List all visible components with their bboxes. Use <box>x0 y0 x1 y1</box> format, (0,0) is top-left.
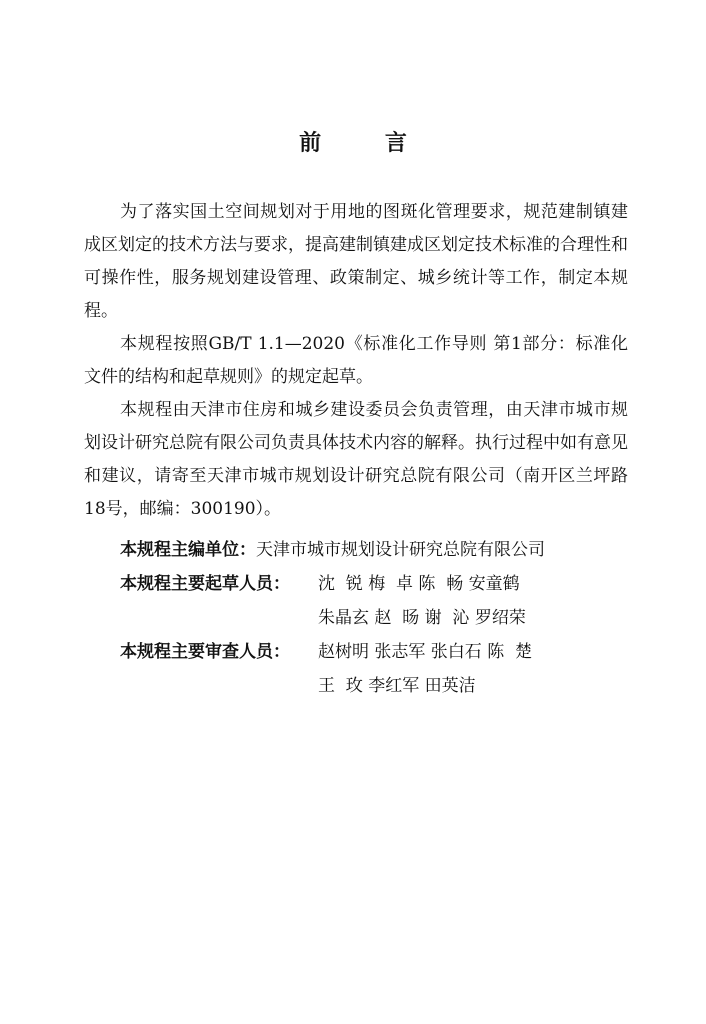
reviewers-names <box>318 635 532 703</box>
drafters-label: 本规程主要起草人员： <box>120 574 290 594</box>
drafters-names <box>318 567 526 635</box>
reviewers-label: 本规程主要审查人员： <box>120 642 290 662</box>
page-title: 前 言 <box>299 131 435 156</box>
foreword-body <box>84 196 628 526</box>
editor-label: 本规程主编单位： <box>120 540 256 560</box>
reviewers-line-1: 赵树明 张志军 张白石 陈 楚 <box>318 642 533 662</box>
editor-value: 天津市城市规划设计研究总院有限公司 <box>256 540 545 560</box>
drafters-row <box>120 567 545 635</box>
paragraph-purpose: 为了落实国土空间规划对于用地的图斑化管理要求，规范建制镇建成区划定的技术方法与要求，提高建制镇建成区划定技术标准的合理性和可操作性，服务规划建设管理、政策制定、城乡统计等工作，制定本规程。 <box>84 202 628 321</box>
drafters-line-1: 沈 锐 梅 卓 陈 畅 安童鹤 <box>318 574 520 594</box>
credits-block <box>120 533 545 703</box>
reviewers-line-2: 王 玫 李红军 田英洁 <box>318 676 476 696</box>
paragraph-management: 本规程由天津市住房和城乡建设委员会负责管理，由天津市城市规划设计研究总院有限公司负责具体技术内容的解释。执行过程中如有意见和建议，请寄至天津市城市规划设计研究总院有限公司（南开区兰坪路18号，邮编：300190）。 <box>84 400 628 519</box>
reviewers-row <box>120 635 545 703</box>
editor-row <box>120 533 545 567</box>
paragraph-drafting-rule: 本规程按照GB/T 1.1—2020《标准化工作导则 第1部分：标准化文件的结构和起草规则》的规定起草。 <box>84 334 628 387</box>
drafters-line-2: 朱晶玄 赵 旸 谢 沁 罗绍荣 <box>318 608 526 628</box>
